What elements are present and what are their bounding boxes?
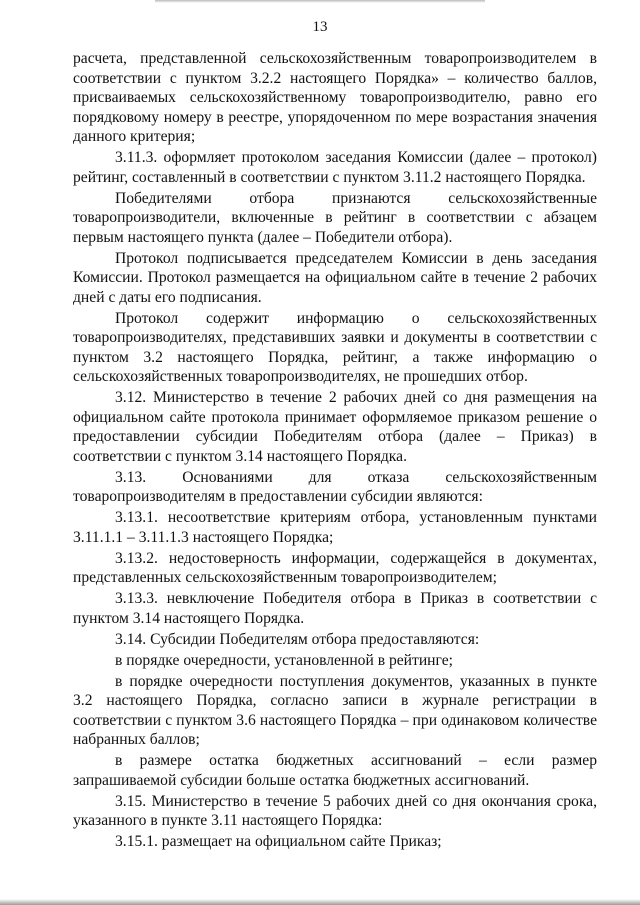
paragraph: 3.13. Основаниями для отказа сельскохозяйственным товаропроизводителям в предоставлении субсидии являются: <box>73 468 597 505</box>
paragraph: 3.13.2. недостоверность информации, содержащейся в документах, представленных сельскохозяйственным товаропроизводителем; <box>73 549 597 586</box>
paragraph: в размере остатка бюджетных ассигнований – если размер запрашиваемой субсидии больше остатка бюджетных ассигнований. <box>73 752 597 789</box>
paragraph: в порядке очередности поступления документов, указанных в пункте 3.2 настоящего Порядка, согласно записи в журнале регистрации в соответствии с пунктом 3.6 настоящего Порядка – при одинаковом количестве набранных баллов; <box>73 672 597 748</box>
paragraph: 3.11.3. оформляет протоколом заседания Комиссии (далее – протокол) рейтинг, составленный в соответствии с пунктом 3.11.2 настоящего Порядка. <box>73 149 597 186</box>
paragraph: 3.13.1. несоответствие критериям отбора, установленным пунктами 3.11.1.1 – 3.11.1.3 настоящего Порядка; <box>73 509 597 546</box>
paragraph: 3.12. Министерство в течение 2 рабочих дней со дня размещения на официальном сайте протокола принимает оформляемое приказом решение о предоставлении субсидии Победителям отбора (далее – Приказ) в соответствии с пунктом 3.14 настоящего Порядка. <box>73 389 597 465</box>
paragraph: 3.15.1. размещает на официальном сайте Приказ; <box>115 833 442 850</box>
paragraph: 3.13.3. невключение Победителя отбора в Приказ в соответствии с пунктом 3.14 настоящего Порядка. <box>73 590 597 627</box>
document-body <box>73 49 597 852</box>
paragraph: 3.14. Субсидии Победителям отбора предоставляются: <box>115 630 480 648</box>
paragraph: в порядке очередности, установленной в рейтинге; <box>115 651 453 669</box>
paragraph: 3.15. Министерство в течение 5 рабочих дней со дня окончания срока, указанного в пункте 3.11 настоящего Порядка: <box>73 792 597 829</box>
paragraph: Протокол содержит информацию о сельскохозяйственных товаропроизводителях, представивших заявки и документы в соответствии с пунктом 3.2 настоящего Порядка, рейтинг, а также информацию о сельскохозяйственных товаропроизводителях, не прошедших отбор. <box>73 309 597 385</box>
paragraph: Победителями отбора признаются сельскохозяйственные товаропроизводители, включенные в рейтинг в соответствии с абзацем первым настоящего пункта (далее – Победители отбора). <box>73 189 597 246</box>
scan-edge-bottom <box>0 899 640 905</box>
page-number: 13 <box>312 19 328 35</box>
paragraph: расчета, представленной сельскохозяйственным товаропроизводителем в соответствии с пунктом 3.2.2 настоящего Порядка» – количество баллов, присваиваемых сельскохозяйственному товаропроизводителю, равно его порядковому номеру в реестре, упорядоченном по мере возрастания значения данного критерия; <box>73 50 597 145</box>
scan-edge-top <box>155 0 485 3</box>
paragraph: Протокол подписывается председателем Комиссии в день заседания Комиссии. Протокол размещается на официальном сайте в течение 2 рабочих дней с даты его подписания. <box>73 249 597 306</box>
